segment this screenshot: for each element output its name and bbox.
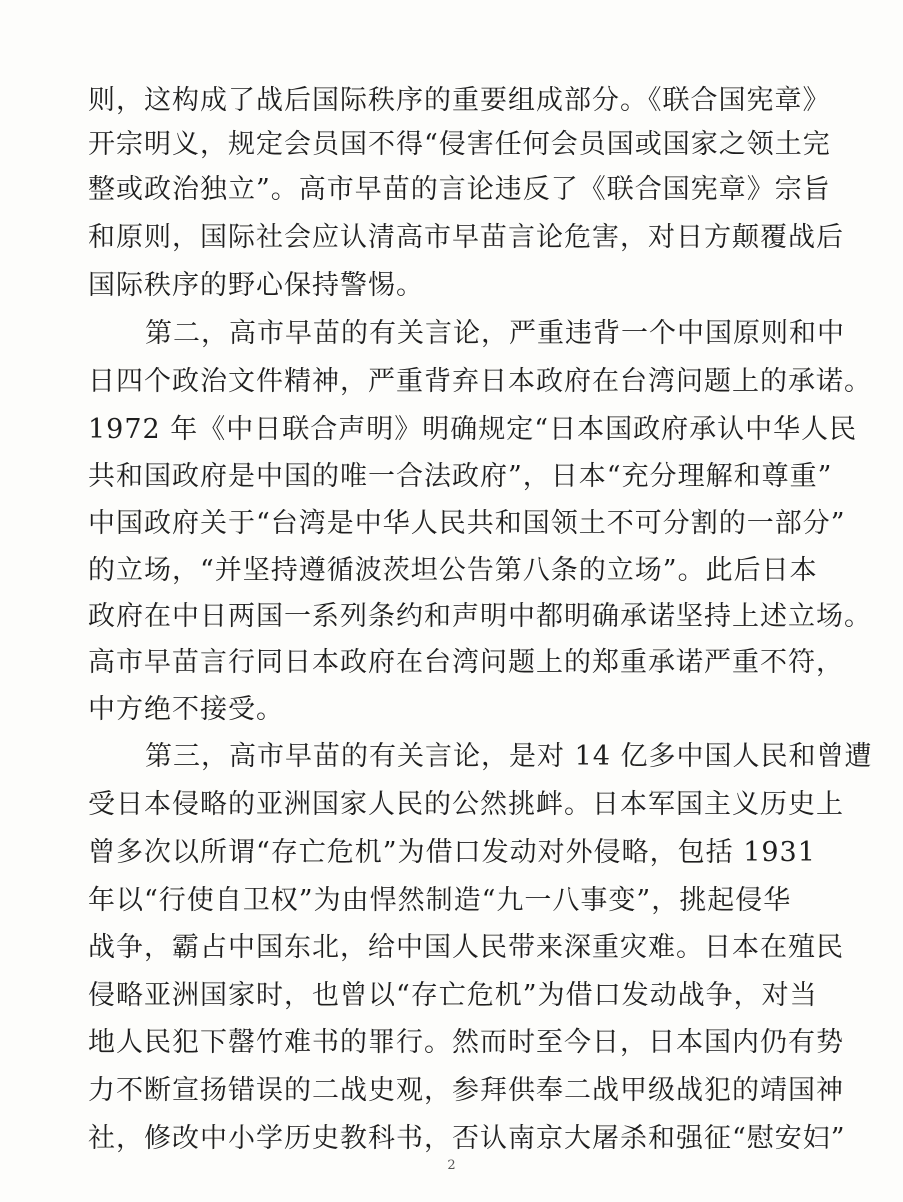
text-line: 政府在中日两国一系列条约和声明中都明确承诺坚持上述立场。 [88, 601, 872, 632]
text-line: 1972 年《中日联合声明》明确规定“日本国政府承认中华人民 [88, 414, 858, 445]
text-line: 国际秩序的野心保持警惕。 [88, 270, 424, 301]
text-line: 社，修改中小学历史教科书，否认南京大屠杀和强征“慰安妇” [88, 1123, 846, 1154]
text-line: 整或政治独立”。高市早苗的言论违反了《联合国宪章》宗旨 [88, 174, 831, 205]
text-line: 开宗明义，规定会员国不得“侵害任何会员国或国家之领土完 [88, 129, 831, 160]
paragraph-start-line: 第三，高市早苗的有关言论，是对 14 亿多中国人民和曾遭 [145, 741, 873, 772]
text-line: 受日本侵略的亚洲国家人民的公然挑衅。日本军国主义历史上 [88, 789, 844, 820]
text-line: 则，这构成了战后国际秩序的重要组成部分。《联合国宪章》 [88, 85, 831, 116]
text-line: 共和国政府是中国的唯一合法政府”，日本“充分理解和尊重” [88, 461, 833, 492]
text-line: 曾多次以所谓“存亡危机”为借口发动对外侵略，包括 1931 [88, 837, 816, 868]
text-line: 的立场，“并坚持遵循波茨坦公告第八条的立场”。此后日本 [88, 555, 818, 586]
text-line: 侵略亚洲国家时，也曾以“存亡危机”为借口发动战争，对当 [88, 980, 818, 1011]
page-number: 2 [447, 1158, 456, 1173]
text-line: 高市早苗言行同日本政府在台湾问题上的郑重承诺严重不符， [88, 647, 844, 678]
text-line: 中方绝不接受。 [88, 694, 284, 725]
text-line: 日四个政治文件精神，严重背弃日本政府在台湾问题上的承诺。 [88, 366, 872, 397]
paragraph-start-line: 第二，高市早苗的有关言论，严重违背一个中国原则和中 [145, 318, 845, 349]
text-line: 力不断宣扬错误的二战史观，参拜供奉二战甲级战犯的靖国神 [88, 1075, 844, 1106]
text-line: 地人民犯下罄竹难书的罪行。然而时至今日，日本国内仍有势 [88, 1027, 844, 1058]
text-line: 中国政府关于“台湾是中华人民共和国领土不可分割的一部分” [88, 508, 846, 539]
text-line: 年以“行使自卫权”为由悍然制造“九一八事变”，挑起侵华 [88, 885, 792, 916]
text-line: 和原则，国际社会应认清高市早苗言论危害，对日方颠覆战后 [88, 222, 844, 253]
text-line: 战争，霸占中国东北，给中国人民带来深重灾难。日本在殖民 [88, 932, 844, 963]
